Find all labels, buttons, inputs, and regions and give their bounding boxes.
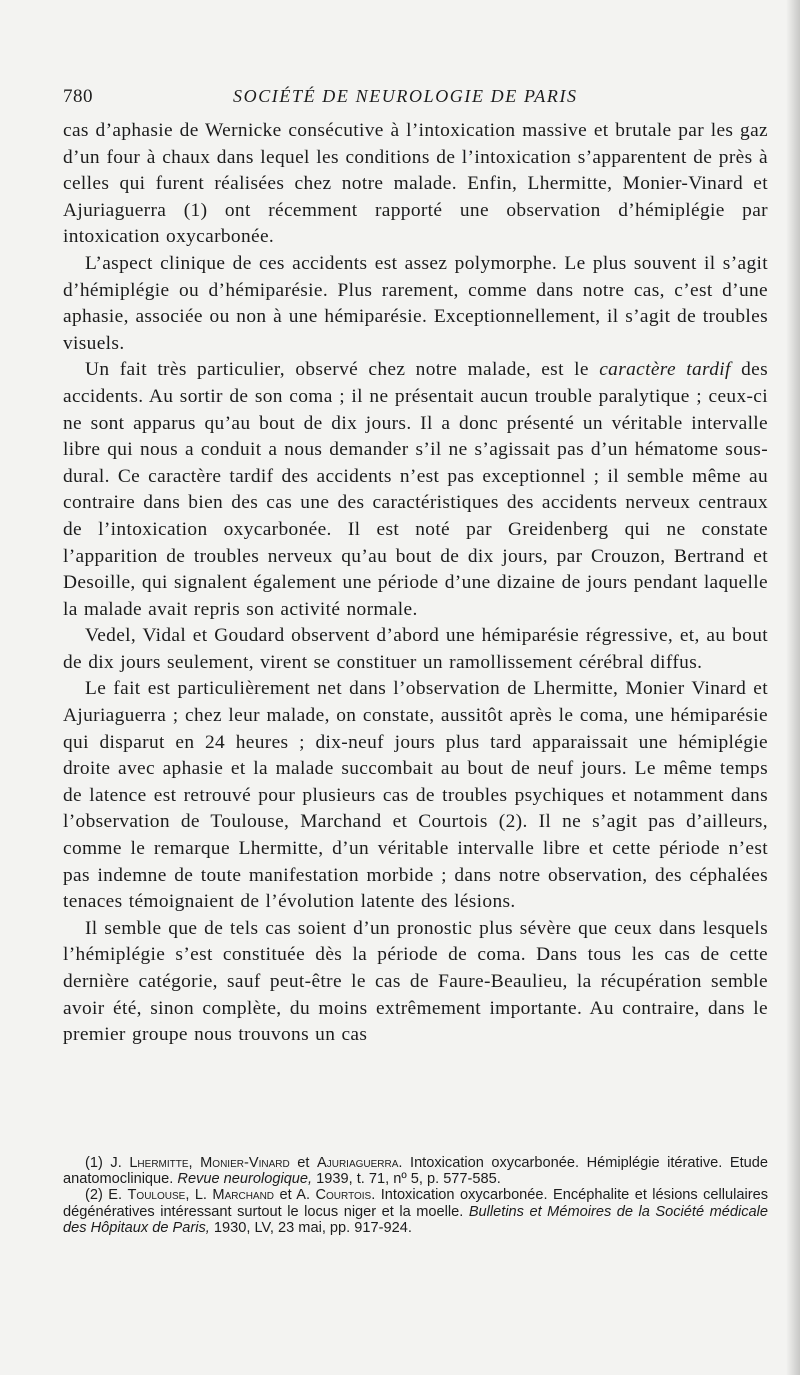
footnote-1 <box>63 1155 768 1187</box>
footnote-2-initial: L. <box>194 1187 207 1204</box>
paragraph-6: Il semble que de tels cas soient d’un pronostic plus sévère que ceux dans lesquels l’hémiplégie s’est constituée dès la période de coma. Dans tous les cas de cette dernière catégorie, sauf peut-être le cas de Faure-Beaulieu, la récupération semble avoir été, sinon complète, du moins extrêmement importante. Au contraire, dans le premier groupe nous trouvons un cas <box>63 917 768 1046</box>
paragraph-1: cas d’aphasie de Wernicke consécutive à l’intoxication massive et brutale par les gaz d’un four à chaux dans lequel les conditions de l’intoxication s’apparentent de près à celles qui furent réalisées chez notre malade. Enfin, Lhermitte, Monier-Vinard et Ajuriaguerra (1) ont récemment rapporté une observation d’hémiplégie par intoxication oxycarbonée. <box>63 120 768 248</box>
emphasis-caractere-tardif: caractère tardif <box>599 359 731 381</box>
footnote-1-authors: Lhermitte, Monier-Vinard <box>129 1155 290 1171</box>
footnote-2-and: et A. <box>279 1187 311 1204</box>
footnote-2-title: Intoxication oxycarbonée. Encéphalite et lésions cellulaires dégénératives intéressant surtout le locus niger et la moelle. <box>63 1187 769 1220</box>
footnote-1-marker: (1) J. <box>85 1155 122 1171</box>
footnote-2-author-3: Courtois. <box>315 1187 376 1204</box>
footnote-1-and: et <box>297 1155 310 1171</box>
paragraph-5: Le fait est particulièrement net dans l’observation de Lhermitte, Monier Vinard et Ajuriaguerra ; chez leur malade, on constate, aussitôt après le coma, une hémiparésie qui disparut en 24 heures ; dix-neuf jours plus tard apparaissait une hémiplégie droite avec aphasie et la malade succombait au bout de neuf jours. Le même temps de latence est retrouvé pour plusieurs cas de troubles psychiques et notamment dans l’observation de Toulouse, Marchand et Courtois (2). Il ne s’agit pas d’ailleurs, comme le remarque Lhermitte, d’un véritable intervalle libre et cette période n’est pas indemne de toute manifestation morbide ; dans notre observation, des céphalées tenaces témoignaient de l’évolution latente des lésions. <box>63 678 768 913</box>
running-title: SOCIÉTÉ DE NEUROLOGIE DE PARIS <box>233 86 578 106</box>
paragraph-3-rest: des accidents. Au sortir de son coma ; il ne présentait aucun trouble paralytique ; ceux-ci ne sont apparus qu’au bout de dix jours. Il a donc présenté un véritable intervalle libre qui nous a conduit a nous demander s’il ne s’agissait pas d’un hématome sous-dural. Ce caractère tardif des accidents n’est pas exceptionnel ; il semble même au contraire dans bien des cas une des caractéristiques des accidents nerveux centraux de l’intoxication oxycarbonée. Il est noté par Greidenberg qui ne constate l’apparition de troubles nerveux qu’au bout de dix jours, par Crouzon, Bertrand et Desoille, qui signalent également une période d’une dizaine de jours pendant laquelle la malade avait repris son activité normale. <box>63 359 768 620</box>
footnote-1-reference: 1939, t. 71, nº 5, p. 577-585. <box>316 1171 501 1188</box>
footnote-2 <box>63 1187 768 1236</box>
paragraph-3-start: Un fait très particulier, observé chez notre malade, est le <box>85 359 589 381</box>
footnotes <box>63 1155 768 1236</box>
footnote-2-reference: 1930, LV, 23 mai, pp. 917-924. <box>213 1219 412 1236</box>
page-edge-shadow <box>786 0 800 1375</box>
paragraph-3 <box>63 357 768 623</box>
footnote-2-author-2: Marchand <box>212 1187 275 1204</box>
footnote-2-marker: (2) E. <box>85 1187 123 1204</box>
body-text <box>63 118 768 1049</box>
page-header <box>63 86 763 112</box>
footnote-1-author-2: Ajuriaguerra. <box>316 1155 403 1171</box>
footnote-1-title: Intoxication oxycarbonée. Hémiplégie itérative. Etude anatomoclinique. <box>63 1155 768 1188</box>
footnote-2-author-1: Toulouse, <box>127 1187 190 1204</box>
paragraph-2: L’aspect clinique de ces accidents est assez polymorphe. Le plus souvent il s’agit d’hémiplégie ou d’hémiparésie. Plus rarement, comme dans notre cas, c’est d’une aphasie, associée ou non à une hémiparésie. Exceptionnellement, il s’agit de troubles visuels. <box>63 252 768 354</box>
footnote-2-journal: Bulletins et Mémoires de la Société médicale des Hôpitaux de Paris, <box>63 1203 768 1236</box>
footnote-1-journal: Revue neurologique, <box>177 1171 313 1188</box>
paragraph-4: Vedel, Vidal et Goudard observent d’abord une hémiparésie régressive, et, au bout de dix jours seulement, virent se constituer un ramollissement cérébral diffus. <box>63 625 768 673</box>
page-number: 780 <box>63 86 93 107</box>
